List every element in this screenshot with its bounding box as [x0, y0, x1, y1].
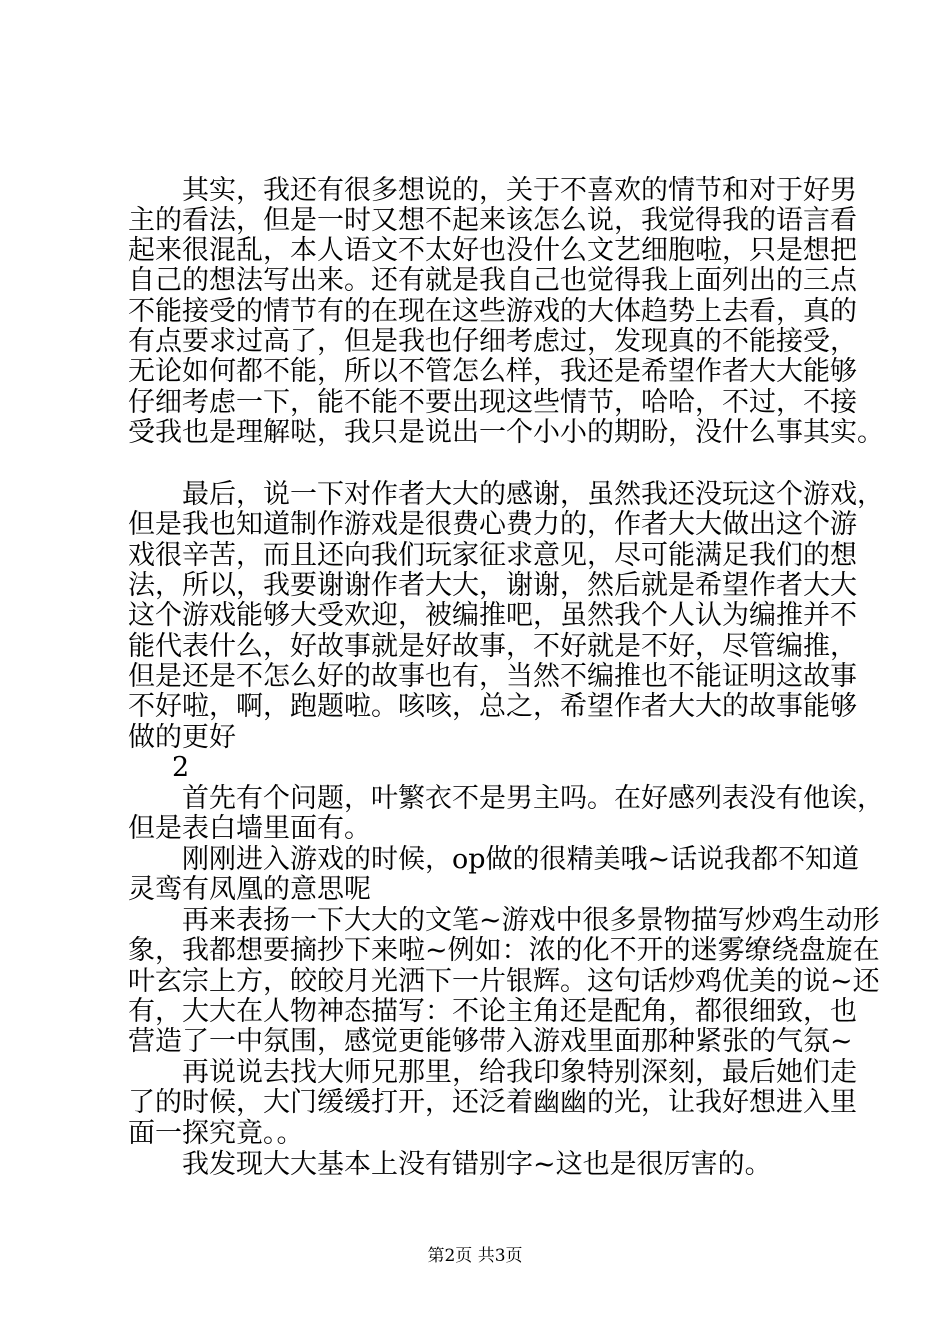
- text-line: 主的看法，但是一时又想不起来该怎么说，我觉得我的语言看: [128, 205, 857, 236]
- section-number: 2: [172, 752, 190, 783]
- text-line: 仔细考虑一下，能不能不要出现这些情节，哈哈，不过，不接: [128, 387, 857, 418]
- text-line: 再说说去找大师兄那里，给我印象特别深刻，最后她们走: [182, 1057, 857, 1088]
- text-line: 但是我也知道制作游戏是很费心费力的，作者大大做出这个游: [128, 509, 857, 540]
- text-line: 最后，说一下对作者大大的感谢，虽然我还没玩这个游戏，: [182, 479, 884, 510]
- text-line: 不能接受的情节有的在现在这些游戏的大体趋势上去看，真的: [128, 296, 857, 327]
- text-line: 叶玄宗上方，皎皎月光洒下一片银辉。这句话炒鸡优美的说~还: [128, 966, 880, 997]
- text-line: 首先有个问题，叶繁衣不是男主吗。在好感列表没有他诶，: [182, 783, 884, 814]
- text-line: 但是还是不怎么好的故事也有，当然不编推也不能证明这故事: [128, 661, 857, 692]
- text-line: 法，所以，我要谢谢作者大大，谢谢，然后就是希望作者大大: [128, 570, 857, 601]
- text-line: 自己的想法写出来。还有就是我自己也觉得我上面列出的三点: [128, 265, 857, 296]
- text-line: 无论如何都不能，所以不管怎么样，我还是希望作者大大能够: [128, 356, 857, 387]
- text-line: 再来表扬一下大大的文笔~游戏中很多景物描写炒鸡生动形: [182, 905, 880, 936]
- text-line: 不好啦，啊，跑题啦。咳咳，总之，希望作者大大的故事能够: [128, 691, 857, 722]
- text-line: 但是表白墙里面有。: [128, 813, 371, 844]
- text-line: 其实，我还有很多想说的，关于不喜欢的情节和对于好男: [182, 175, 857, 206]
- text-line: 能代表什么，好故事就是好故事，不好就是不好，尽管编推，: [128, 631, 857, 662]
- text-line: 象，我都想要摘抄下来啦~例如：浓的化不开的迷雾缭绕盘旋在: [128, 935, 880, 966]
- page-footer: 第2页 共3页: [427, 1246, 523, 1266]
- text-line: 受我也是理解哒，我只是说出一个小小的期盼，没什么事其实。: [128, 417, 884, 448]
- text-line: 刚刚进入游戏的时候，op做的很精美哦~话说我都不知道: [182, 844, 860, 875]
- text-line: 起来很混乱，本人语文不太好也没什么文艺细胞啦，只是想把: [128, 235, 857, 266]
- text-line: 这个游戏能够大受欢迎，被编推吧，虽然我个人认为编推并不: [128, 600, 857, 631]
- text-line: 了的时候，大门缓缓打开，还泛着幽幽的光，让我好想进入里: [128, 1087, 857, 1118]
- text-line: 灵鸾有凤凰的意思呢: [128, 874, 371, 905]
- text-line: 面一探究竟。。: [128, 1118, 304, 1149]
- text-line: 有点要求过高了，但是我也仔细考虑过，发现真的不能接受，: [128, 326, 857, 357]
- text-line: 戏很辛苦，而且还向我们玩家征求意见，尽可能满足我们的想: [128, 540, 857, 571]
- text-line: 做的更好: [128, 722, 236, 753]
- text-line: 我发现大大基本上没有错别字~这也是很厉害的。: [182, 1149, 772, 1180]
- text-line: 有，大大在人物神态描写：不论主角还是配角，都很细致，也: [128, 996, 857, 1027]
- text-line: 营造了一中氛围，感觉更能够带入游戏里面那种紧张的气氛~: [128, 1026, 853, 1057]
